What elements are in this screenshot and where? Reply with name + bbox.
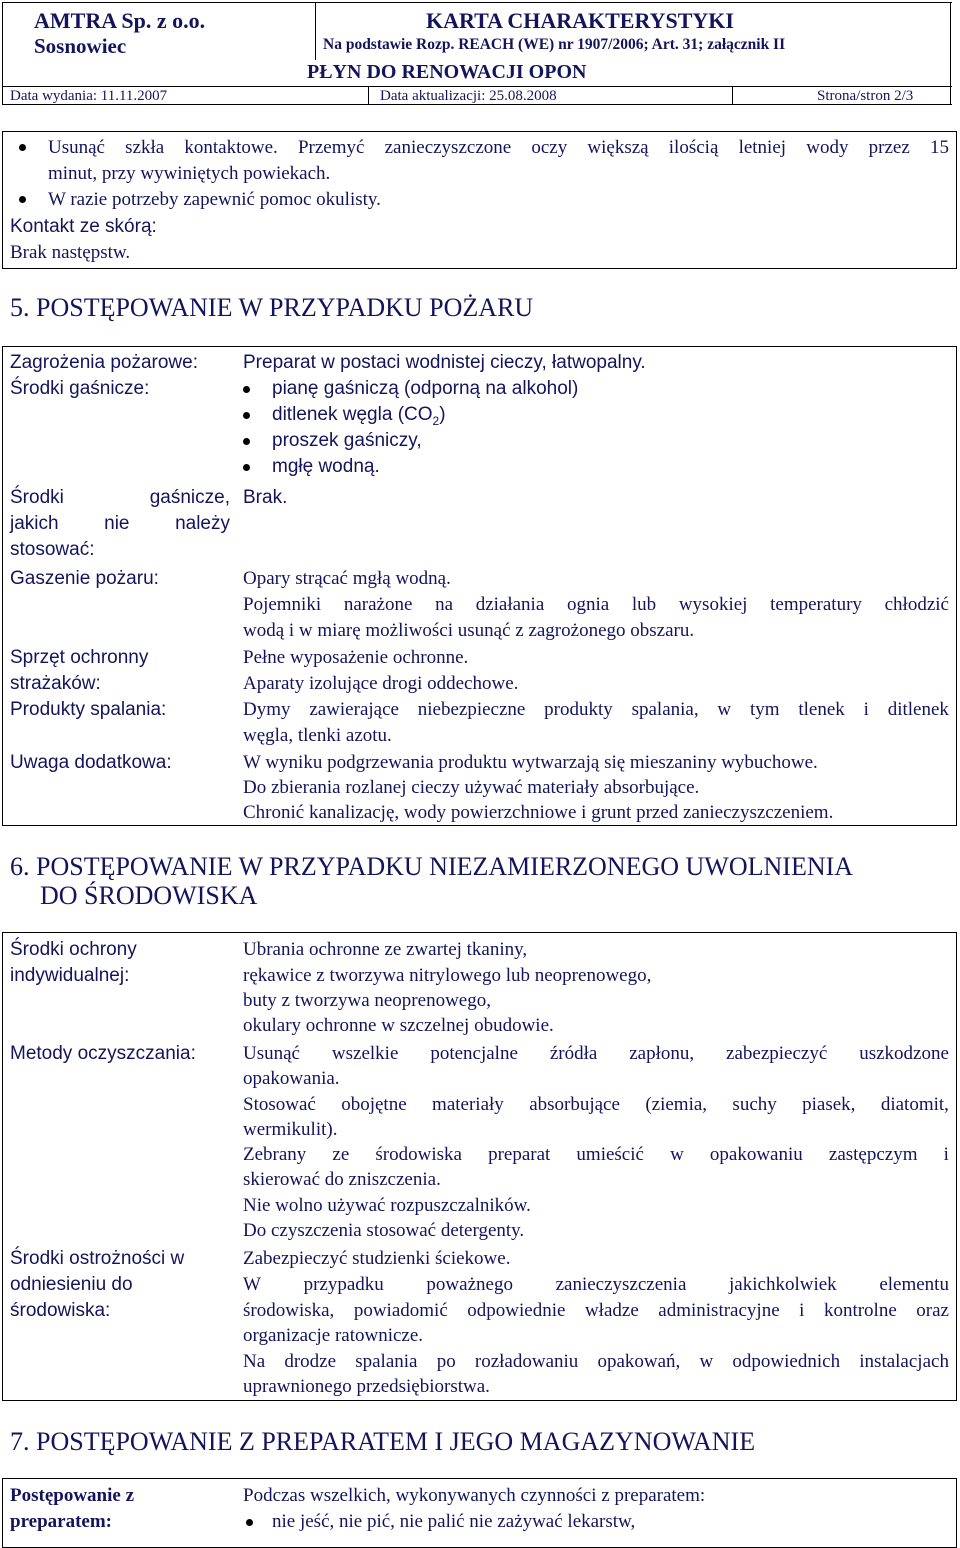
handling-label-1: Postępowanie z (10, 1485, 135, 1506)
company-name: AMTRA Sp. z o.o. (34, 8, 206, 33)
unsuitable-media-label-2: jakich nie należy (10, 513, 230, 534)
bullet-icon (243, 464, 250, 471)
environmental-precautions-label-2: odniesieniu do (10, 1274, 133, 1295)
env-line-5: Na drodze spalania po rozładowaniu opakowań, w odpowiednich instalacjach (243, 1351, 949, 1372)
header-date-divider-2 (732, 86, 733, 104)
cleanup-line-3: Stosować obojętne materiały absorbujące (ziemia, suchy piasek, diatomit, (243, 1094, 949, 1115)
env-line-6: uprawnionego przedsiębiorstwa. (243, 1376, 490, 1397)
personal-line-1: Ubrania ochronne ze zwartej tkaniny, (243, 939, 528, 960)
handling-label-2: preparatem: (10, 1511, 113, 1532)
bullet-icon (243, 386, 250, 393)
document-header (2, 2, 952, 104)
eye-contact-line-1: Usunąć szkła kontaktowe. Przemyć zanieczyszczone oczy większą ilością letniej wody przez 15 (48, 137, 949, 158)
firefighting-line-2: Pojemniki narażone na działania ognia lub wysokiej temperatury chłodzić (243, 594, 949, 615)
personal-precautions-label-2: indywidualnej: (10, 965, 130, 986)
firefighting-line-3: wodą i w miarę możliwości usunąć z zagrożonego obszaru. (243, 620, 695, 641)
cleanup-methods-label: Metody oczyszczania: (10, 1043, 196, 1064)
eye-contact-line-2: minut, przy wywiniętych powiekach. (48, 163, 331, 184)
bullet-icon (243, 412, 250, 419)
env-line-2: W przypadku poważnego zanieczyszczenia jakichkolwiek elementu (243, 1274, 949, 1295)
media-item-water-mist: mgłę wodną. (272, 456, 380, 477)
personal-line-3: buty z tworzywa neoprenowego, (243, 990, 491, 1011)
personal-precautions-label-1: Środki ochrony (10, 939, 137, 960)
bullet-icon (19, 144, 26, 151)
env-line-3: środowiska, powiadomić odpowiednie władze administracyjne i kontrolne oraz (243, 1300, 949, 1321)
header-date-divider-1 (368, 86, 369, 104)
fire-hazards-value: Preparat w postaci wodnistej cieczy, łatwopalny. (243, 352, 646, 373)
ppe-label-2: strażaków: (10, 673, 101, 694)
header-border-right (950, 2, 951, 104)
header-col-divider (315, 2, 316, 60)
bullet-icon (19, 196, 26, 203)
fire-hazards-label: Zagrożenia pożarowe: (10, 352, 198, 373)
bullet-icon (246, 1519, 253, 1526)
company-city: Sosnowiec (34, 34, 127, 58)
page-number: Strona/stron 2/3 (817, 88, 914, 104)
unsuitable-media-value: Brak. (243, 487, 288, 508)
cleanup-line-4: wermikulit). (243, 1119, 338, 1140)
section-6-heading-line-2: DO ŚRODOWISKA (40, 881, 258, 910)
section-7-heading: 7. POSTĘPOWANIE Z PREPARATEM I JEGO MAGAZYNOWANIE (10, 1427, 756, 1456)
combustion-line-2: węgla, tlenki azotu. (243, 725, 392, 746)
environmental-precautions-label-1: Środki ostrożności w (10, 1248, 185, 1269)
additional-notes-label: Uwaga dodatkowa: (10, 752, 172, 773)
handling-bullet-1: nie jeść, nie pić, nie palić nie zażywać lekarstw, (272, 1511, 636, 1532)
cleanup-line-7: Nie wolno używać rozpuszczalników. (243, 1195, 531, 1216)
skin-contact-label: Kontakt ze skórą: (10, 216, 157, 237)
handling-line-1: Podczas wszelkich, wykonywanych czynności z preparatem: (243, 1485, 706, 1506)
bullet-icon (243, 438, 250, 445)
header-divider (2, 86, 952, 87)
env-line-4: organizacje ratownicze. (243, 1325, 424, 1346)
cleanup-line-6: skierować do zniszczenia. (243, 1169, 441, 1190)
personal-line-4: okulary ochronne w szczelnej obudowie. (243, 1015, 554, 1036)
skin-contact-value: Brak następstw. (10, 242, 131, 263)
personal-line-2: rękawice z tworzywa nitrylowego lub neoprenowego, (243, 965, 652, 986)
eye-contact-line-3: W razie potrzeby zapewnić pomoc okulisty. (48, 189, 381, 210)
issue-date: Data wydania: 11.11.2007 (10, 88, 168, 104)
section-5-heading: 5. POSTĘPOWANIE W PRZYPADKU POŻARU (10, 293, 534, 322)
ppe-line-2: Aparaty izolujące drogi oddechowe. (243, 673, 519, 694)
regulation-reference: Na podstawie Rozp. REACH (WE) nr 1907/2006; Art. 31; załącznik II (323, 36, 786, 53)
notes-line-3: Chronić kanalizację, wody powierzchniowe i grunt przed zanieczyszczeniem. (243, 802, 834, 823)
header-border-top (2, 2, 952, 3)
ppe-line-1: Pełne wyposażenie ochronne. (243, 647, 469, 668)
cleanup-line-1: Usunąć wszelkie potencjalne źródła zapłonu, zabezpieczyć uszkodzone (243, 1043, 949, 1064)
unsuitable-media-label-3: stosować: (10, 539, 95, 560)
ppe-label-1: Sprzęt ochronny (10, 647, 149, 668)
environmental-precautions-label-3: środowiska: (10, 1300, 111, 1321)
section-6-heading-line-1: 6. POSTĘPOWANIE W PRZYPADKU NIEZAMIERZONEGO UWOLNIENIA (10, 852, 854, 881)
document-title: KARTA CHARAKTERYSTYKI (426, 8, 734, 33)
firefighting-line-1: Opary strącać mgłą wodną. (243, 568, 451, 589)
notes-line-2: Do zbierania rozlanej cieczy używać materiały absorbujące. (243, 777, 700, 798)
cleanup-line-2: opakowania. (243, 1068, 340, 1089)
media-item-co2: ditlenek węgla $(CO_2)$ (272, 404, 446, 428)
combustion-products-label: Produkty spalania: (10, 699, 167, 720)
unsuitable-media-label-1: Środki gaśnicze, (10, 487, 230, 508)
product-name: PŁYN DO RENOWACJI OPON (307, 61, 587, 83)
cleanup-line-8: Do czyszczenia stosować detergenty. (243, 1220, 525, 1241)
notes-line-1: W wyniku podgrzewania produktu wytwarzają się mieszaniny wybuchowe. (243, 752, 818, 773)
media-item-powder: proszek gaśniczy, (272, 430, 422, 451)
combustion-line-1: Dymy zawierające niebezpieczne produkty spalania, w tym tlenek i ditlenek (243, 699, 949, 720)
env-line-1: Zabezpieczyć studzienki ściekowe. (243, 1248, 511, 1269)
cleanup-line-5: Zebrany ze środowiska preparat umieścić w opakowaniu zastępczym i (243, 1144, 949, 1165)
media-item-foam: pianę gaśniczą (odporną na alkohol) (272, 378, 579, 399)
update-date: Data aktualizacji: 25.08.2008 (380, 88, 557, 104)
header-border-left (2, 2, 3, 104)
firefighting-label: Gaszenie pożaru: (10, 568, 159, 589)
extinguishing-media-label: Środki gaśnicze: (10, 378, 150, 399)
